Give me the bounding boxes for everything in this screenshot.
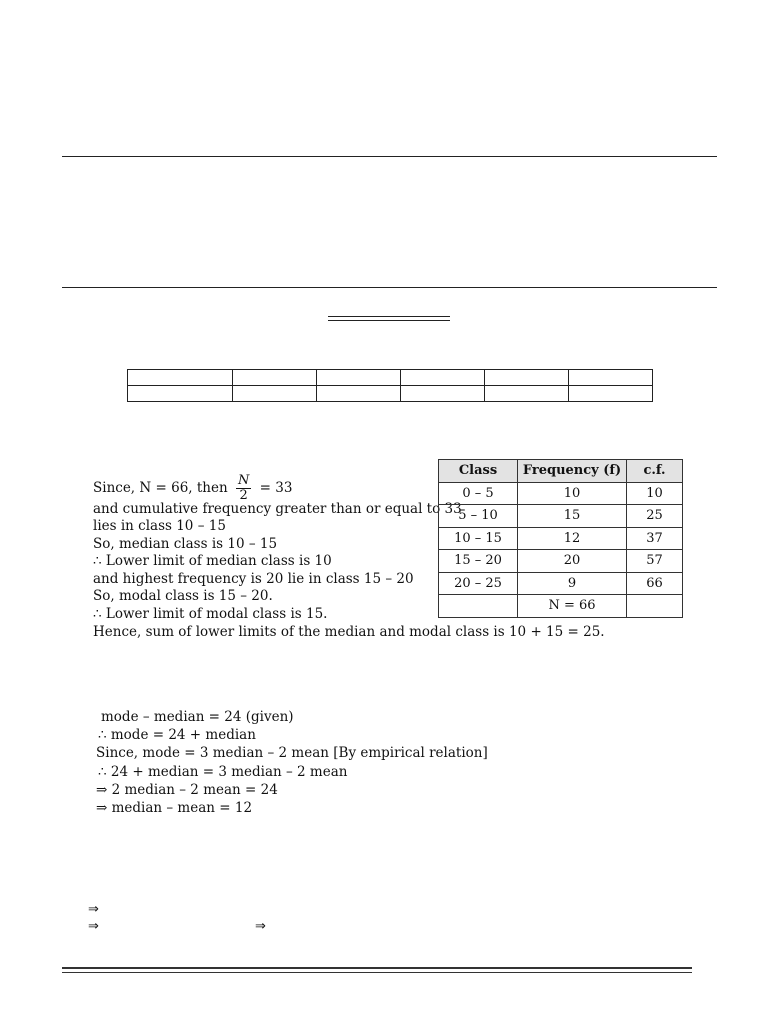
solution-line: ∴ Lower limit of median class is 10 (93, 553, 332, 569)
solution-line: lies in class 10 – 15 (93, 518, 226, 534)
cell-frequency: 20 (518, 550, 627, 573)
derivation-line: ∴ mode = 24 + median (98, 727, 256, 743)
table-row (128, 370, 653, 386)
table-total-row (439, 595, 683, 618)
cell-cf: 66 (627, 572, 683, 595)
solution-line: and cumulative frequency greater than or equal to 33 (93, 501, 462, 517)
since-prefix: Since, N = 66, then (93, 480, 228, 496)
implies-arrow-icon: ⇒ (255, 919, 266, 934)
header-cf: c.f. (627, 460, 683, 483)
cell-frequency: 12 (518, 527, 627, 550)
footer-rule-bottom (62, 972, 692, 973)
cell-class: 15 – 20 (439, 550, 518, 573)
cell-cf (627, 595, 683, 618)
cell-total: N = 66 (518, 595, 627, 618)
title-underline-2 (328, 320, 450, 321)
cell-class: 10 – 15 (439, 527, 518, 550)
cell-class: 5 – 10 (439, 505, 518, 528)
cell-cf: 57 (627, 550, 683, 573)
cell-cf: 25 (627, 505, 683, 528)
table-row (439, 482, 683, 505)
cell-class (439, 595, 518, 618)
solution-line: So, modal class is 15 – 20. (93, 588, 273, 604)
derivation-line: ∴ 24 + median = 3 median – 2 mean (98, 764, 348, 780)
since-line (93, 474, 292, 503)
derivation-line: ⇒ 2 median – 2 mean = 24 (96, 782, 278, 798)
fraction (236, 474, 251, 503)
cell-frequency: 15 (518, 505, 627, 528)
header-rule-bottom (62, 287, 717, 288)
header-frequency: Frequency (f) (518, 460, 627, 483)
fraction-denominator: 2 (239, 488, 248, 503)
table-row (439, 505, 683, 528)
cell-frequency: 9 (518, 572, 627, 595)
cell-class: 0 – 5 (439, 482, 518, 505)
implies-arrow-icon: ⇒ (88, 902, 99, 917)
header-class: Class (439, 460, 518, 483)
cell-frequency: 10 (518, 482, 627, 505)
cell-class: 20 – 25 (439, 572, 518, 595)
derivation-line: mode – median = 24 (given) (101, 709, 294, 725)
question-table (127, 369, 653, 402)
table-row (439, 572, 683, 595)
derivation-line: ⇒ median – mean = 12 (96, 800, 253, 816)
frequency-table (438, 459, 683, 618)
header-rule-top (62, 156, 717, 157)
fraction-numerator: N (237, 473, 250, 488)
footer-rule-top (62, 967, 692, 969)
cell-cf: 10 (627, 482, 683, 505)
table-header-row (439, 460, 683, 483)
cell-cf: 37 (627, 527, 683, 550)
table-row (439, 550, 683, 573)
solution-line: and highest frequency is 20 lie in class 15 – 20 (93, 571, 414, 587)
since-suffix: = 33 (259, 480, 293, 496)
solution-line: So, median class is 10 – 15 (93, 536, 278, 552)
solution-line: Hence, sum of lower limits of the median and modal class is 10 + 15 = 25. (93, 624, 605, 640)
implies-arrow-icon: ⇒ (88, 919, 99, 934)
table-row (128, 386, 653, 402)
title-underline-1 (328, 316, 450, 317)
table-row (439, 527, 683, 550)
solution-line: ∴ Lower limit of modal class is 15. (93, 606, 328, 622)
derivation-line: Since, mode = 3 median – 2 mean [By empirical relation] (96, 745, 488, 761)
